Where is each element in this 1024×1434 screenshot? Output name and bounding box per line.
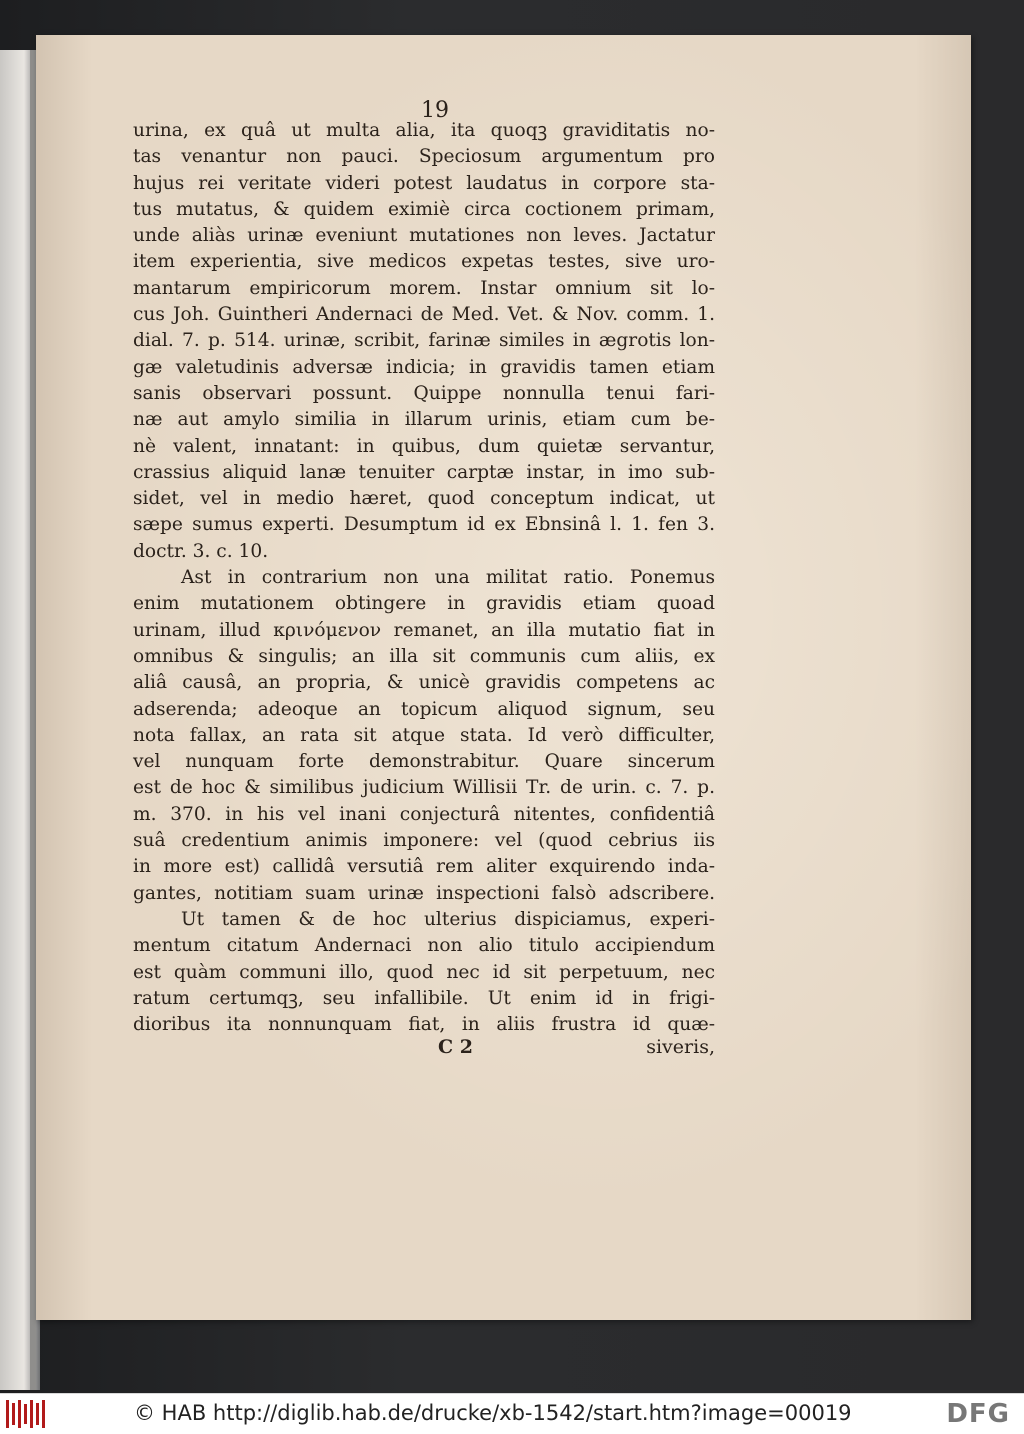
page-text	[133, 118, 715, 1038]
text-line: næ aut amylo similia in illarum urinis, etiam cum be-	[133, 409, 715, 431]
text-line: unde aliàs urinæ eveniunt mutationes non leves. Jactatur	[133, 225, 715, 247]
text-line: sanis observari possunt. Quippe nonnulla tenui fari-	[133, 382, 715, 404]
text-line: vel nunquam forte demonstrabitur. Quare sincerum	[133, 751, 715, 773]
text-line: enim mutationem obtingere in gravidis etiam quoad	[133, 593, 715, 615]
text-line: hujus rei veritate videri potest laudatus in corpore sta-	[133, 172, 715, 194]
text-line: crassius aliquid lanæ tenuiter carptæ instar, in imo sub-	[133, 461, 715, 483]
catchword: siveris,	[646, 1036, 715, 1058]
text-line: suâ credentium animis imponere: vel (quod cebrius iis	[133, 830, 715, 852]
text-line: urina, ex quâ ut multa alia, ita quoqꝫ graviditatis no-	[133, 120, 715, 141]
text-line: tas venantur non pauci. Speciosum argumentum pro	[133, 146, 715, 168]
text-line: Ast in contrarium non una militat ratio. Ponemus	[181, 567, 715, 589]
text-line: aliâ causâ, an propria, & unicè gravidis competens ac	[133, 672, 715, 694]
left-page-edges	[0, 50, 40, 1390]
dfg-logo: DFG	[946, 1399, 1010, 1429]
text-line: gæ valetudinis adversæ indicia; in gravidis tamen etiam	[133, 356, 715, 378]
text-line: ratum certumqꝫ, seu infallibile. Ut enim id in frigi-	[133, 987, 715, 1009]
text-line: omnibus & singulis; an illa sit communis cum aliis, ex	[133, 645, 715, 667]
text-line: urinam, illud κρινόμενον remanet, an illa mutatio fiat in	[133, 619, 715, 641]
text-line: est quàm communi illo, quod nec id sit perpetuum, nec	[133, 961, 715, 983]
text-line: nè valent, innatant: in quibus, dum quietæ servantur,	[133, 435, 715, 457]
text-line: item experientia, sive medicos expetas testes, sive uro-	[133, 251, 715, 273]
text-line: sæpe sumus experti. Desumptum id ex Ebnsinâ l. 1. fen 3.	[133, 514, 715, 536]
text-line: doctr. 3. c. 10.	[133, 540, 269, 562]
viewer-footer-bar	[0, 1393, 1024, 1434]
text-line: tus mutatus, & quidem eximiè circa coctionem primam,	[133, 198, 715, 220]
text-line: nota fallax, an rata sit atque stata. Id verò difficulter,	[133, 724, 715, 746]
text-line: adserenda; adeoque an topicum aliquod signum, seu	[133, 698, 715, 720]
text-line: m. 370. in his vel inani conjecturâ nitentes, confidentiâ	[133, 803, 715, 825]
text-line: in more est) callidâ versutiâ rem aliter exquirendo inda-	[133, 856, 715, 878]
text-line: est de hoc & similibus judicium Willisii Tr. de urin. c. 7. p.	[133, 777, 715, 799]
text-line: dial. 7. p. 514. urinæ, scribit, farinæ similes in ægrotis lon-	[133, 330, 715, 352]
page-number: 19	[421, 98, 449, 123]
text-line: dioribus ita nonnunquam fiat, in aliis frustra id quæ-	[133, 1014, 715, 1036]
text-line: mantarum empiricorum morem. Instar omnium sit lo-	[133, 277, 715, 299]
text-line: Ut tamen & de hoc ulterius dispiciamus, experi-	[181, 908, 715, 930]
text-line: mentum citatum Andernaci non alio titulo accipiendum	[133, 935, 715, 957]
source-credit-link[interactable]: © HAB http://diglib.hab.de/drucke/xb-1542/start.htm?image=00019	[134, 1401, 852, 1425]
text-line: gantes, notitiam suam urinæ inspectioni falsò adscribere.	[133, 882, 715, 904]
page-footer	[133, 1036, 715, 1062]
signature-mark: C 2	[438, 1036, 473, 1058]
text-line: sidet, vel in medio hæret, quod conceptum indicat, ut	[133, 488, 715, 510]
hab-logo-icon	[6, 1400, 46, 1428]
text-line: cus Joh. Guintheri Andernaci de Med. Vet. & Nov. comm. 1.	[133, 304, 715, 326]
